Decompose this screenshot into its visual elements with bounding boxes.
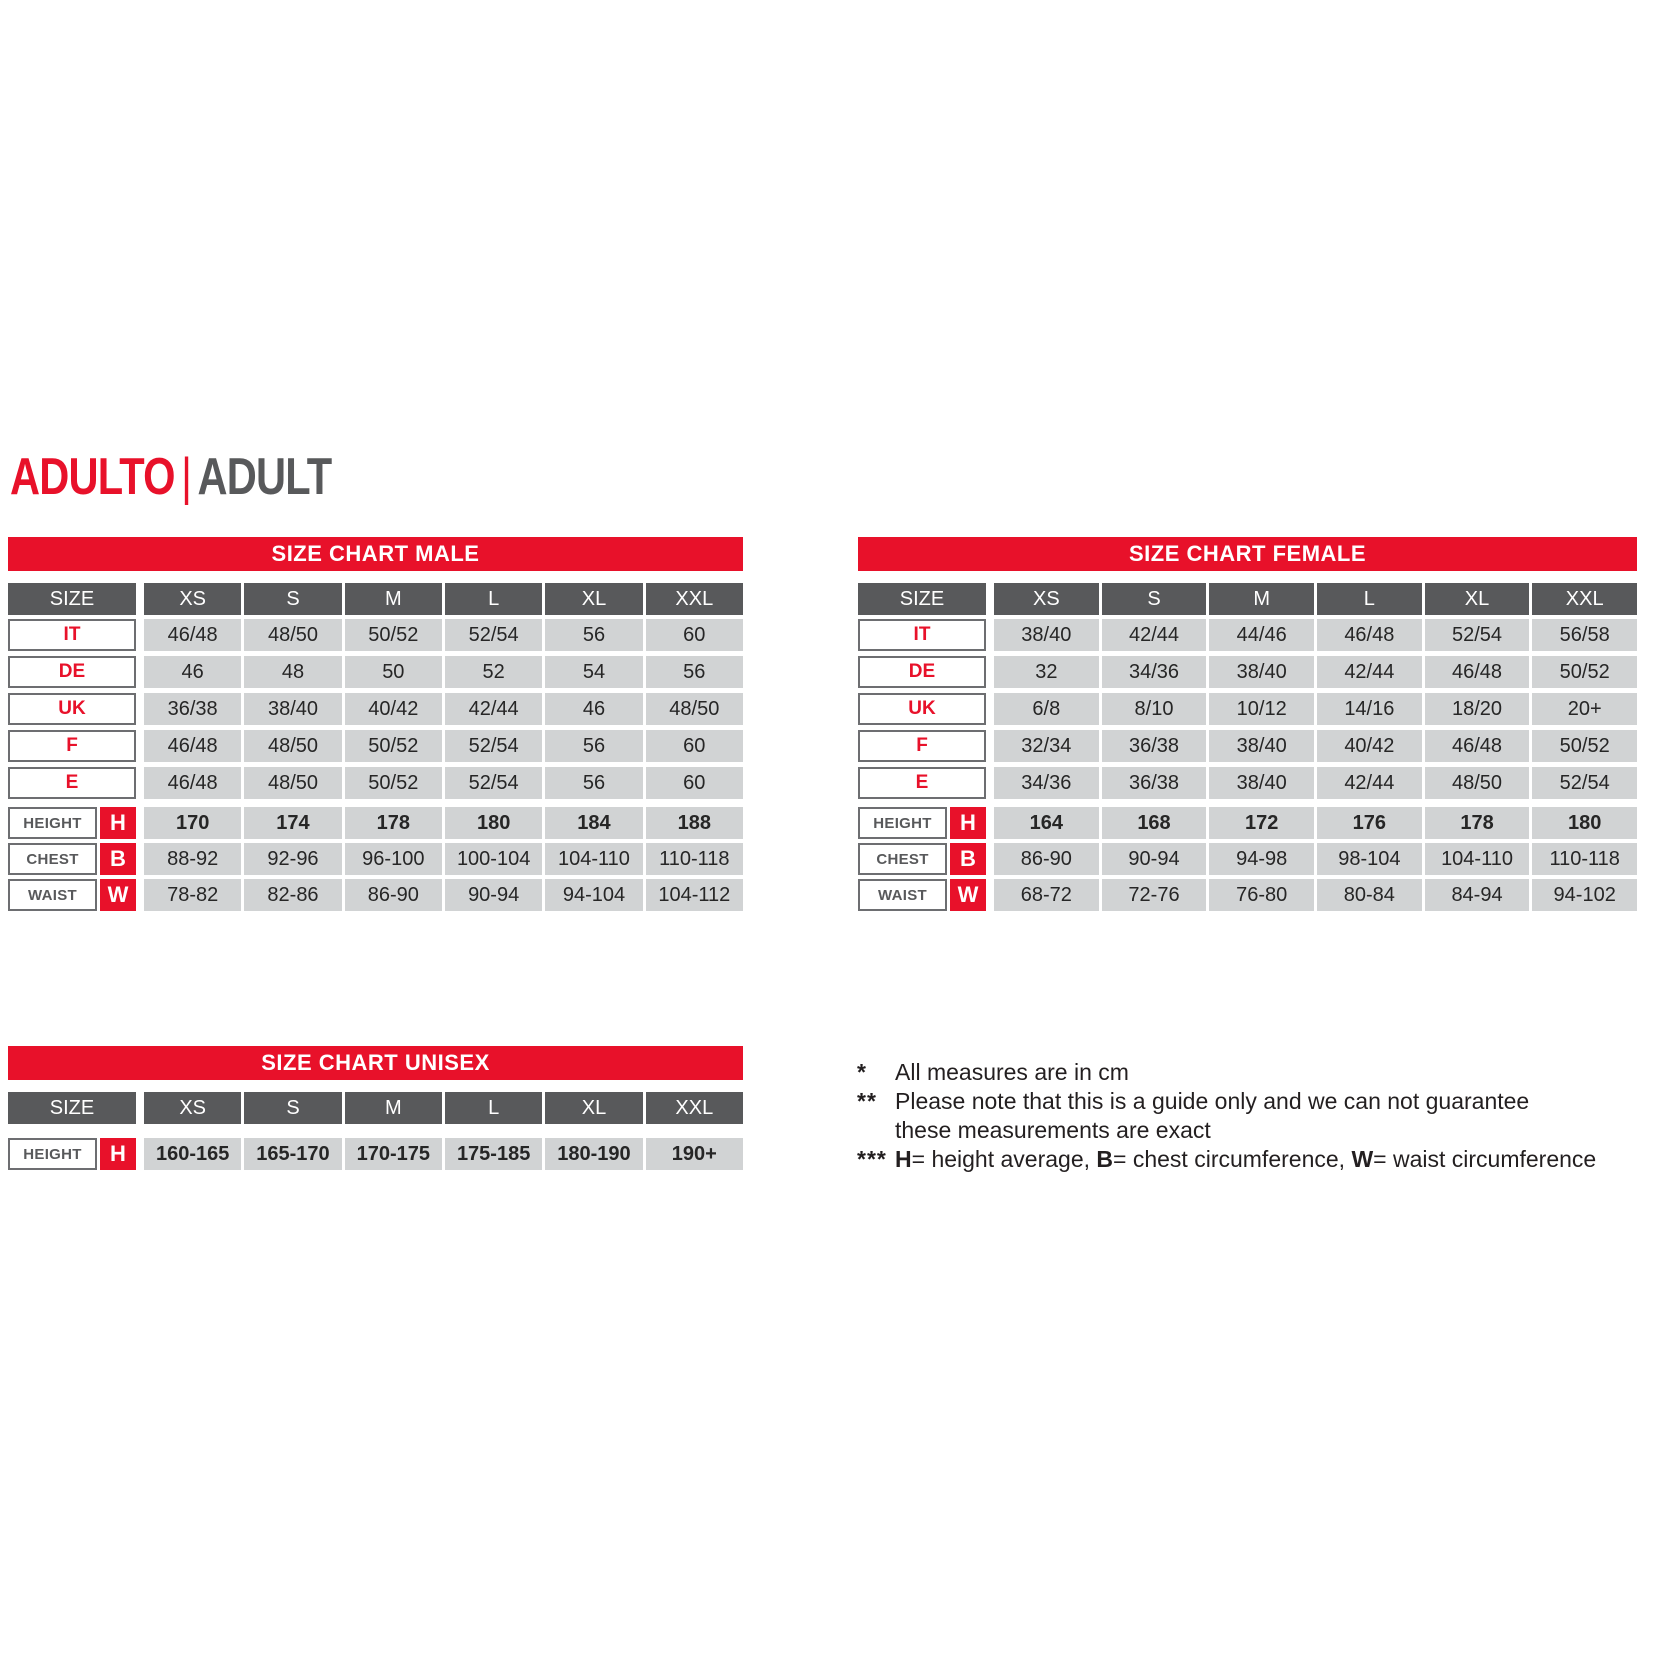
column-header-l: L <box>445 1092 542 1124</box>
measure-cell-xxl: 104-112 <box>646 879 743 911</box>
footnote-text <box>895 1087 1567 1145</box>
size-cell-xl: 46 <box>545 693 642 725</box>
unisex-grid <box>8 1092 743 1170</box>
measure-cell-l: 175-185 <box>445 1138 542 1170</box>
column-header-size: SIZE <box>8 583 136 615</box>
measure-cell-m: 86-90 <box>345 879 442 911</box>
size-cell-m: 50 <box>345 656 442 688</box>
row-cells <box>144 767 743 799</box>
female-row-height <box>858 807 1637 839</box>
measure-cell-xl: 104-110 <box>545 843 642 875</box>
measure-cell-xl: 104-110 <box>1425 843 1530 875</box>
footnote-text-part: All measures are in cm <box>895 1059 1129 1085</box>
column-header-xs: XS <box>994 583 1099 615</box>
row-label-e: E <box>858 767 986 799</box>
male-row-de <box>8 656 743 688</box>
measure-cell-xs: 170 <box>144 807 241 839</box>
size-cell-xxl: 60 <box>646 619 743 651</box>
footnote-text <box>895 1145 1652 1174</box>
measure-label-wrap <box>8 807 136 839</box>
female-row-it <box>858 619 1637 651</box>
size-cell-m: 38/40 <box>1209 730 1314 762</box>
size-cell-s: 34/36 <box>1102 656 1207 688</box>
measure-cell-xxl: 94-102 <box>1532 879 1637 911</box>
size-cell-l: 52/54 <box>445 767 542 799</box>
female-measure-block <box>858 807 1637 911</box>
size-cell-s: 36/38 <box>1102 767 1207 799</box>
row-label-e: E <box>8 767 136 799</box>
column-header-m: M <box>345 1092 442 1124</box>
row-cells <box>144 879 743 911</box>
male-row-e <box>8 767 743 799</box>
footnote-text-part: Please note that this is a guide only and we can not guarantee these measurements are exact <box>895 1088 1530 1143</box>
column-header-s: S <box>244 583 341 615</box>
size-cell-xl: 54 <box>545 656 642 688</box>
column-header-s: S <box>1102 583 1207 615</box>
measure-label-wrap <box>8 843 136 875</box>
size-cell-xl: 56 <box>545 767 642 799</box>
size-cell-s: 48/50 <box>244 619 341 651</box>
female-row-chest <box>858 843 1637 875</box>
measure-label-chest: CHEST <box>858 843 947 875</box>
measure-cell-xs: 78-82 <box>144 879 241 911</box>
male-header-cells <box>144 583 743 615</box>
column-header-xl: XL <box>545 583 642 615</box>
measure-cell-xxl: 188 <box>646 807 743 839</box>
measure-badge-w: W <box>950 879 986 911</box>
measure-cell-m: 96-100 <box>345 843 442 875</box>
female-chart-title: SIZE CHART FEMALE <box>858 537 1637 571</box>
measure-cell-xl: 84-94 <box>1425 879 1530 911</box>
row-label-f: F <box>858 730 986 762</box>
size-cell-xxl: 50/52 <box>1532 656 1637 688</box>
measure-cell-m: 170-175 <box>345 1138 442 1170</box>
male-header-row <box>8 583 743 615</box>
row-label-it: IT <box>8 619 136 651</box>
size-cell-xxl: 56 <box>646 656 743 688</box>
size-cell-s: 8/10 <box>1102 693 1207 725</box>
measure-cell-m: 172 <box>1209 807 1314 839</box>
size-cell-s: 38/40 <box>244 693 341 725</box>
row-cells <box>144 1138 743 1170</box>
size-chart-female-table <box>858 537 1637 915</box>
measure-cell-s: 168 <box>1102 807 1207 839</box>
row-cells <box>994 730 1637 762</box>
female-row-f <box>858 730 1637 762</box>
row-label-f: F <box>8 730 136 762</box>
unisex-chart-title: SIZE CHART UNISEX <box>8 1046 743 1080</box>
measure-label-height: HEIGHT <box>8 1138 97 1170</box>
footnote-marker: * <box>857 1059 867 1085</box>
measure-badge-b: B <box>100 843 136 875</box>
size-cell-l: 52/54 <box>445 619 542 651</box>
measure-label-wrap <box>8 879 136 911</box>
footnote-text <box>895 1058 1652 1087</box>
column-header-xxl: XXL <box>1532 583 1637 615</box>
column-header-m: M <box>1209 583 1314 615</box>
measure-label-height: HEIGHT <box>8 807 97 839</box>
unisex-measure-block <box>8 1138 743 1170</box>
column-header-xs: XS <box>144 1092 241 1124</box>
row-cells <box>994 693 1637 725</box>
row-cells <box>994 807 1637 839</box>
row-label-de: DE <box>8 656 136 688</box>
measure-cell-xs: 68-72 <box>994 879 1099 911</box>
column-header-xs: XS <box>144 583 241 615</box>
column-header-l: L <box>1317 583 1422 615</box>
male-row-height <box>8 807 743 839</box>
footnote-text-part: = waist circumference <box>1373 1146 1597 1172</box>
measure-label-wrap <box>858 807 986 839</box>
female-grid <box>858 583 1637 911</box>
measure-cell-xxl: 110-118 <box>646 843 743 875</box>
male-row-chest <box>8 843 743 875</box>
measure-cell-l: 80-84 <box>1317 879 1422 911</box>
measure-label-chest: CHEST <box>8 843 97 875</box>
size-cell-xxl: 52/54 <box>1532 767 1637 799</box>
measure-cell-s: 72-76 <box>1102 879 1207 911</box>
measure-cell-xs: 164 <box>994 807 1099 839</box>
measure-cell-m: 94-98 <box>1209 843 1314 875</box>
footnote-item <box>857 1145 1652 1174</box>
measure-cell-s: 165-170 <box>244 1138 341 1170</box>
row-cells <box>994 843 1637 875</box>
measure-cell-xl: 94-104 <box>545 879 642 911</box>
measure-label-wrap <box>858 843 986 875</box>
measure-cell-s: 90-94 <box>1102 843 1207 875</box>
female-row-uk <box>858 693 1637 725</box>
measure-cell-xs: 86-90 <box>994 843 1099 875</box>
size-cell-xxl: 60 <box>646 730 743 762</box>
size-cell-m: 38/40 <box>1209 767 1314 799</box>
row-cells <box>144 656 743 688</box>
size-cell-m: 44/46 <box>1209 619 1314 651</box>
row-cells <box>994 619 1637 651</box>
male-measure-block <box>8 807 743 911</box>
size-cell-xs: 38/40 <box>994 619 1099 651</box>
size-cell-xs: 32/34 <box>994 730 1099 762</box>
size-cell-xl: 48/50 <box>1425 767 1530 799</box>
row-cells <box>994 767 1637 799</box>
size-cell-s: 48/50 <box>244 767 341 799</box>
measure-badge-h: H <box>950 807 986 839</box>
measure-badge-w: W <box>100 879 136 911</box>
measure-label-waist: WAIST <box>8 879 97 911</box>
size-chart-unisex-table <box>8 1046 743 1174</box>
measure-label-height: HEIGHT <box>858 807 947 839</box>
size-cell-s: 48 <box>244 656 341 688</box>
row-cells <box>144 730 743 762</box>
unisex-header-row <box>8 1092 743 1124</box>
measure-cell-xxl: 190+ <box>646 1138 743 1170</box>
size-cell-xs: 34/36 <box>994 767 1099 799</box>
size-cell-xxl: 56/58 <box>1532 619 1637 651</box>
measure-cell-l: 90-94 <box>445 879 542 911</box>
size-cell-l: 52 <box>445 656 542 688</box>
row-label-uk: UK <box>858 693 986 725</box>
female-header-row <box>858 583 1637 615</box>
size-cell-xl: 56 <box>545 730 642 762</box>
male-grid <box>8 583 743 911</box>
footnote-text-part: H <box>895 1146 912 1172</box>
column-header-m: M <box>345 583 442 615</box>
size-cell-xl: 56 <box>545 619 642 651</box>
size-cell-xs: 36/38 <box>144 693 241 725</box>
row-cells <box>144 807 743 839</box>
page-title-italian: ADULTO <box>10 448 175 506</box>
size-cell-xl: 46/48 <box>1425 656 1530 688</box>
size-cell-xxl: 60 <box>646 767 743 799</box>
size-cell-xs: 46 <box>144 656 241 688</box>
row-cells <box>144 843 743 875</box>
column-header-xl: XL <box>1425 583 1530 615</box>
measure-cell-m: 178 <box>345 807 442 839</box>
row-label-de: DE <box>858 656 986 688</box>
measure-cell-m: 76-80 <box>1209 879 1314 911</box>
row-label-it: IT <box>858 619 986 651</box>
size-cell-m: 50/52 <box>345 767 442 799</box>
row-cells <box>144 619 743 651</box>
male-row-uk <box>8 693 743 725</box>
footnote-text-part: B <box>1096 1146 1114 1172</box>
column-header-s: S <box>244 1092 341 1124</box>
size-cell-l: 40/42 <box>1317 730 1422 762</box>
measure-cell-l: 98-104 <box>1317 843 1422 875</box>
measure-cell-l: 180 <box>445 807 542 839</box>
size-cell-m: 50/52 <box>345 730 442 762</box>
row-label-uk: UK <box>8 693 136 725</box>
size-cell-xxl: 20+ <box>1532 693 1637 725</box>
size-cell-xs: 46/48 <box>144 619 241 651</box>
column-header-xxl: XXL <box>646 583 743 615</box>
size-chart-male-table <box>8 537 743 915</box>
size-cell-m: 38/40 <box>1209 656 1314 688</box>
size-cell-s: 48/50 <box>244 730 341 762</box>
size-cell-s: 36/38 <box>1102 730 1207 762</box>
male-row-waist <box>8 879 743 911</box>
column-header-l: L <box>445 583 542 615</box>
size-cell-l: 42/44 <box>1317 767 1422 799</box>
column-header-size: SIZE <box>8 1092 136 1124</box>
measure-cell-s: 174 <box>244 807 341 839</box>
female-row-de <box>858 656 1637 688</box>
measure-cell-xl: 178 <box>1425 807 1530 839</box>
size-cell-l: 14/16 <box>1317 693 1422 725</box>
size-cell-s: 42/44 <box>1102 619 1207 651</box>
male-chart-title: SIZE CHART MALE <box>8 537 743 571</box>
footnote-item <box>857 1087 1652 1145</box>
footnote-text-part: W <box>1351 1146 1374 1172</box>
measure-badge-h: H <box>100 1138 136 1170</box>
page-title-separator: | <box>181 448 192 506</box>
measure-cell-s: 92-96 <box>244 843 341 875</box>
size-cell-l: 42/44 <box>445 693 542 725</box>
size-cell-xs: 46/48 <box>144 730 241 762</box>
size-cell-xxl: 48/50 <box>646 693 743 725</box>
male-row-f <box>8 730 743 762</box>
size-cell-l: 42/44 <box>1317 656 1422 688</box>
female-row-waist <box>858 879 1637 911</box>
footnote-marker: *** <box>857 1146 887 1172</box>
size-cell-xs: 46/48 <box>144 767 241 799</box>
footnotes <box>857 1058 1652 1174</box>
measure-badge-h: H <box>100 807 136 839</box>
size-cell-xxl: 50/52 <box>1532 730 1637 762</box>
footnote-marker: ** <box>857 1088 877 1114</box>
column-header-size: SIZE <box>858 583 986 615</box>
size-cell-xs: 6/8 <box>994 693 1099 725</box>
size-cell-m: 10/12 <box>1209 693 1314 725</box>
measure-label-wrap <box>858 879 986 911</box>
female-header-cells <box>994 583 1637 615</box>
unisex-row-height <box>8 1138 743 1170</box>
measure-cell-l: 176 <box>1317 807 1422 839</box>
size-cell-m: 40/42 <box>345 693 442 725</box>
size-cell-l: 52/54 <box>445 730 542 762</box>
size-cell-xl: 46/48 <box>1425 730 1530 762</box>
measure-cell-xl: 184 <box>545 807 642 839</box>
footnote-text-part: = chest circumference, <box>1113 1146 1352 1172</box>
unisex-header-cells <box>144 1092 743 1124</box>
female-row-e <box>858 767 1637 799</box>
column-header-xxl: XXL <box>646 1092 743 1124</box>
measure-label-waist: WAIST <box>858 879 947 911</box>
measure-cell-xl: 180-190 <box>545 1138 642 1170</box>
footnote-text-part: = height average, <box>911 1146 1097 1172</box>
page-title-english: ADULT <box>197 448 332 506</box>
size-cell-l: 46/48 <box>1317 619 1422 651</box>
measure-label-wrap <box>8 1138 136 1170</box>
column-header-xl: XL <box>545 1092 642 1124</box>
page-title <box>10 448 331 506</box>
row-cells <box>144 693 743 725</box>
row-cells <box>994 656 1637 688</box>
measure-cell-l: 100-104 <box>445 843 542 875</box>
footnote-item <box>857 1058 1652 1087</box>
male-row-it <box>8 619 743 651</box>
measure-cell-s: 82-86 <box>244 879 341 911</box>
measure-badge-b: B <box>950 843 986 875</box>
row-cells <box>994 879 1637 911</box>
measure-cell-xxl: 180 <box>1532 807 1637 839</box>
size-cell-m: 50/52 <box>345 619 442 651</box>
measure-cell-xs: 160-165 <box>144 1138 241 1170</box>
measure-cell-xxl: 110-118 <box>1532 843 1637 875</box>
size-cell-xl: 52/54 <box>1425 619 1530 651</box>
measure-cell-xs: 88-92 <box>144 843 241 875</box>
size-cell-xs: 32 <box>994 656 1099 688</box>
size-cell-xl: 18/20 <box>1425 693 1530 725</box>
